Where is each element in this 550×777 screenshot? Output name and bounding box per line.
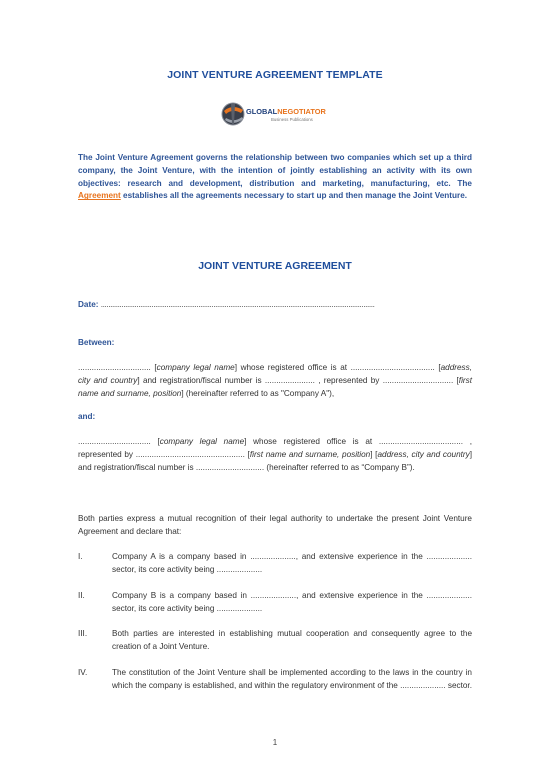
intro-paragraph: The Joint Venture Agreement governs the relationship between two companies which set up a third company, the Joint Venture, with the intention of jointly establishing an activity with its own objectives: research and development, distribution and marketing, manufacturing, etc. The Agreement establishes all the agreements necessary to start up and then manage the Joint Venture. bbox=[78, 153, 472, 201]
and-label: and: bbox=[78, 412, 96, 421]
recital-intro: Both parties express a mutual recognition of their legal authority to undertake the present Joint Venture Agreement and declare that: bbox=[78, 514, 472, 537]
document-title: JOINT VENTURE AGREEMENT TEMPLATE bbox=[167, 69, 383, 81]
between-label: Between: bbox=[78, 338, 115, 347]
party-a-paragraph: ................................ [company legal name] whose registered office is at ..................................... [address, city and country] and registration/fiscal number is ...................... , represented by ............................... [first name and surname, position] (hereinafter referred to as "Company A"), bbox=[78, 363, 473, 399]
agreement-link[interactable]: Agreement bbox=[78, 191, 121, 201]
global-negotiator-logo bbox=[221, 98, 341, 132]
page-number: 1 bbox=[272, 738, 278, 747]
date-line: Date: .................................................................................................................................................. bbox=[78, 300, 375, 309]
recital-number: III. bbox=[78, 629, 88, 638]
party-b-paragraph: ................................ [company legal name] whose registered office is at ..................................... , represented by ................................................ [first name and surname, position] [address, city and country] and registration/fiscal number is .............................. (hereinafter referred to as “Company B”). bbox=[78, 437, 473, 473]
recital-number: I. bbox=[78, 552, 83, 561]
agreement-heading: JOINT VENTURE AGREEMENT bbox=[198, 260, 352, 272]
recital-text: Company B is a company based in ...................., and extensive experience in the .................... sector, its core activity being .................... bbox=[112, 591, 472, 614]
recital-number: II. bbox=[78, 591, 85, 600]
recital-text: The constitution of the Joint Venture shall be implemented according to the laws in the country in which the company is established, and within the regulatory environment of the .................... sector. bbox=[112, 668, 472, 691]
recital-text: Company A is a company based in ...................., and extensive experience in the .................... sector, its core activity being .................... bbox=[112, 552, 472, 575]
recital-text: Both parties are interested in establishing mutual cooperation and consequently agree to the creation of a Joint Venture. bbox=[112, 629, 472, 652]
logo-tagline: Business Publications bbox=[271, 117, 313, 122]
recital-number: IV. bbox=[78, 668, 88, 677]
globe-logo-icon bbox=[221, 100, 247, 128]
logo-wordmark: GLOBALNEGOTIATOR bbox=[246, 107, 326, 116]
